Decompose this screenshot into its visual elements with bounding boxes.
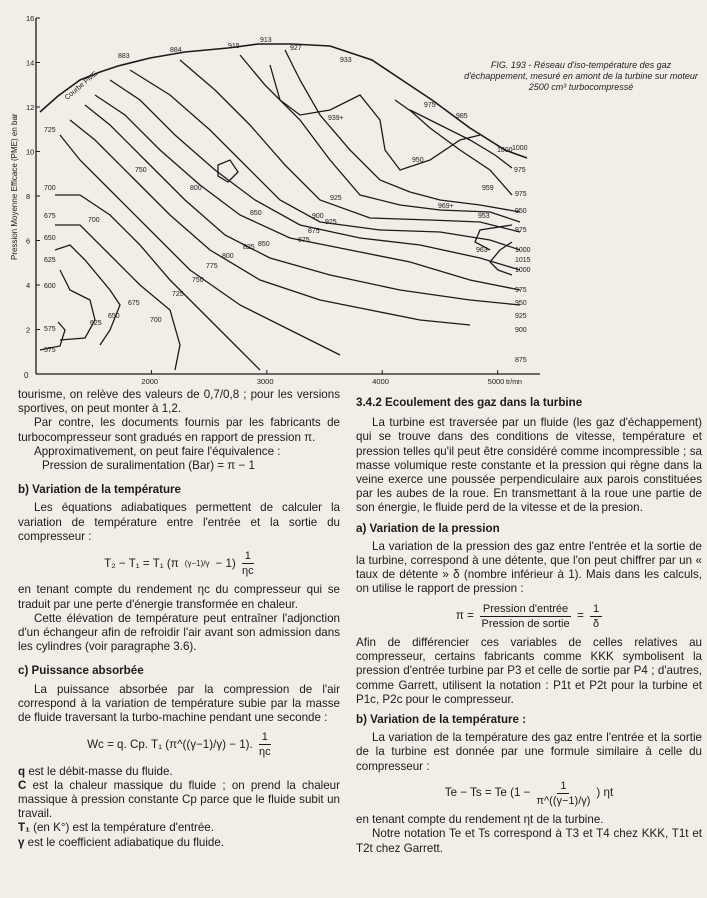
def-t1-symbol: T₁ xyxy=(18,821,30,835)
formula-power-fraction xyxy=(259,730,271,759)
isotherm-label: 875 xyxy=(515,357,527,364)
turbine-fraction xyxy=(536,779,590,808)
def-t1 xyxy=(18,821,340,835)
isotherm-label: 1000 xyxy=(515,247,531,254)
isotherm-label: 975 xyxy=(515,227,527,234)
ratio-fraction xyxy=(480,602,571,631)
left-p6: en tenant compte du rendement ηc du compresseur qui se traduit par une perte d'énergie transformée en chaleur. xyxy=(18,583,340,611)
isotherm-label: 575 xyxy=(44,347,56,354)
y-tick-label: 14 xyxy=(26,58,35,68)
isotherm-725 xyxy=(60,135,340,355)
measurement-point: 963 xyxy=(476,247,488,254)
heading-puissance-absorbee: c) Puissance absorbée xyxy=(18,664,144,678)
isotherm-label: 675 xyxy=(128,300,140,307)
turbine-lhs: Te − Ts = Te (1 − xyxy=(444,786,531,800)
isotherm-label: 625 xyxy=(44,257,56,264)
isotherm-975 xyxy=(395,100,512,195)
isotherm-label: 925 xyxy=(325,219,337,226)
isotherm-950 xyxy=(270,65,480,170)
isotherm-label: 700 xyxy=(44,185,56,192)
formula-fraction xyxy=(242,549,254,578)
left-p1: tourisme, on relève des valeurs de 0,7/0,8 ; pour les versions sportives, on peut monter à 1,2. xyxy=(18,388,340,416)
isotherm-label: 825 xyxy=(243,244,255,251)
isotherm-label: 700 xyxy=(88,217,100,224)
def-gamma-text: est le coefficient adiabatique du fluide. xyxy=(24,835,225,849)
isotherm-label: 800 xyxy=(222,253,234,260)
power-fraction-den: ηc xyxy=(259,746,271,759)
origin-label: 0 xyxy=(24,371,29,380)
def-c-text: est la chaleur massique du fluide ; on prend la chaleur massique à pression constante Cp parce que le fluide subit un travail. xyxy=(18,778,340,821)
axis-labels xyxy=(10,70,522,386)
isotherm-825 xyxy=(110,80,520,270)
x-tick-label: 3000 xyxy=(256,377,274,386)
turbine-den: π^((γ−1)/γ) xyxy=(536,795,591,808)
isotherm-label: 975 xyxy=(424,102,436,109)
right-p6: Notre notation Te et Ts correspond à T3 et T4 chez KKK, T1t et T2t chez Garrett. xyxy=(356,827,702,855)
y-tick-label: 8 xyxy=(26,192,31,201)
right-p1: La turbine est traversée par un fluide (les gaz d'échappement) qui se trouve dans des conditions de vitesse, température et pression telles qu'il peut être considéré comme incompressible ; sa masse volumique reste constante et la pression qui règne dans la veine exerce une poussée perpendiculaire aux parois constituées par les aubes de la roue. En transmettant à la roue une partie de son énergie, le fluide perd de la vitesse et de la presion. xyxy=(356,416,702,515)
isotherm-label: 900 xyxy=(312,213,324,220)
y-tick-label: 10 xyxy=(26,147,35,157)
isotherm-label: 850 xyxy=(258,241,270,248)
isotherm-labels xyxy=(44,37,531,364)
isotherm-label: 725 xyxy=(172,291,184,298)
ratio-equals: = xyxy=(577,609,584,623)
formula-compressor-temp xyxy=(18,549,340,578)
isotherm-label: 985 xyxy=(456,113,468,120)
ratio-num-2: 1 xyxy=(590,602,602,617)
heading-variation-pression: a) Variation de la pression xyxy=(356,521,500,535)
left-p5: Les équations adiabatiques permettent de calculer la variation de température entre l'entrée et la sortie du compresseur : xyxy=(18,501,340,543)
isotherm-label: 725 xyxy=(44,127,56,134)
ratio-den: Pression de sortie xyxy=(481,617,570,630)
y-tick-label: 16 xyxy=(26,14,35,23)
isotherm-label: 875 xyxy=(308,228,320,235)
left-p7: Cette élévation de température peut entraîner l'adjonction d'un échangeur afin de refroidir l'air avant son admission dans les cylindres (voir paragraphe 3.6). xyxy=(18,611,340,654)
left-p2: Par contre, les documents fournis par les fabricants de turbocompresseur sont gradués en rapport de pression π. xyxy=(18,416,340,444)
isotherm-750 xyxy=(70,120,470,325)
right-p3: Afin de différencier ces variables de celles relatives au compresseur, certains fabricants comme KKK symbolisent la pression d'entrée turbine par P3 et celle de sortie par P4 ; d'autres, comme Garrett, utilisent la notation : P1t et P2t pour la turbine et P1c, P2c pour le compresseur. xyxy=(356,636,702,706)
formula-exponent: (γ−1)/γ xyxy=(184,558,210,568)
def-gamma xyxy=(18,836,340,850)
turbine-num: 1 xyxy=(557,779,569,794)
isotherm-label: 1000 xyxy=(497,147,513,154)
isotherm-label: 775 xyxy=(206,263,218,270)
def-q-symbol: q xyxy=(18,764,26,778)
isotherm-label: 950 xyxy=(412,157,424,164)
isotherm-label: 975 xyxy=(514,167,526,174)
right-p2: La variation de la pression des gaz entre l'entrée et la sortie de la turbine, correspond à une détente, que l'on peut chiffrer par un « taux de détente » δ (nombre inférieur à 1). Mais dans les calculs, on utilise le rapport de pression : xyxy=(356,539,702,596)
isotherm-label: 1000 xyxy=(512,145,528,152)
measurement-point: 939+ xyxy=(328,115,344,122)
isotherm-label: 800 xyxy=(190,185,202,192)
isotherm-label: 975 xyxy=(515,191,527,198)
def-c xyxy=(18,779,340,822)
turbine-rhs: ) ηt xyxy=(596,786,614,800)
heading-ecoulement: 3.4.2 Ecoulement des gaz dans la turbine xyxy=(356,396,583,409)
left-p8: La puissance absorbée par la compression de l'air correspond à la variation de température subie par la masse de fluide traversant la turbo-machine pendant une seconde : xyxy=(18,682,340,725)
def-q xyxy=(18,765,340,779)
isotherm-label: 650 xyxy=(44,235,56,242)
def-gamma-symbol: γ xyxy=(18,835,25,849)
isotherm-label: 950 xyxy=(515,208,527,215)
ratio-fraction-2 xyxy=(590,602,602,631)
pme-curve xyxy=(40,44,527,158)
pme-curve-label: Courbe PME xyxy=(63,70,99,102)
x-tick-label: 5000 xyxy=(487,377,505,386)
ratio-lhs: π = xyxy=(455,609,474,623)
x-tick-label: 4000 xyxy=(372,377,389,386)
def-q-text: est le débit-masse du fluide. xyxy=(25,764,173,778)
isotherm-label: 750 xyxy=(135,167,147,174)
isotherm-island xyxy=(218,160,238,182)
isotherm-label: 1000 xyxy=(515,267,531,274)
formula-pressure-ratio xyxy=(356,602,702,631)
isotherm-label: 600 xyxy=(44,283,56,290)
isotherm-label: 900 xyxy=(515,327,527,334)
left-p4: Pression de suralimentation (Bar) = π − 1 xyxy=(42,459,255,473)
formula-lhs: T₂ − T₁ = T₁ (π xyxy=(104,556,179,570)
isotherm-label: 650 xyxy=(108,313,120,320)
isotherm-700 xyxy=(55,195,260,370)
left-p3: Approximativement, on peut faire l'équivalence : xyxy=(34,444,281,458)
def-t1-text: (en K°) est la température d'entrée. xyxy=(29,821,214,835)
fraction-num: 1 xyxy=(242,549,254,564)
heading-variation-temperature: b) Variation de la température xyxy=(18,483,182,497)
power-fraction-num: 1 xyxy=(259,730,271,745)
heading-variation-temperature-turbine: b) Variation de la température : xyxy=(356,713,527,727)
isotherm-label: 575 xyxy=(44,326,56,333)
isotherm-1015 xyxy=(490,242,512,275)
right-p4: La variation de la température des gaz entre l'entrée et la sortie de la turbine est donnée par une formule similaire à celle du compresseur : xyxy=(356,731,702,773)
x-tick-label: 2000 xyxy=(141,377,159,386)
isotherm-label: 700 xyxy=(150,317,162,324)
isotherm-label: 884 xyxy=(170,47,182,54)
x-unit-label: tr/mn xyxy=(506,379,522,386)
x-ticks xyxy=(141,370,504,386)
measurement-point: 959 xyxy=(482,185,494,192)
right-column xyxy=(356,396,702,856)
isotherm-label: 883 xyxy=(118,53,130,60)
y-tick-label: 2 xyxy=(26,325,31,335)
isotherm-label: 950 xyxy=(515,300,527,307)
isotherm-label: 927 xyxy=(290,45,302,52)
y-tick-label: 6 xyxy=(26,236,31,246)
formula-power-body: Wc = q. Cp. T₁ (π^((γ−1)/γ) − 1). xyxy=(87,737,253,751)
isotherm-label: 915 xyxy=(228,43,240,50)
y-axis-label: Pression Moyenne Efficace (PME) en bar xyxy=(10,113,19,260)
formula-rest: − 1) xyxy=(215,556,236,570)
y-ticks xyxy=(26,14,40,335)
isotherm-label: 875 xyxy=(298,237,310,244)
def-c-symbol: C xyxy=(18,778,27,792)
isotherm-label: 925 xyxy=(515,313,527,320)
isotherm-label: 925 xyxy=(330,195,342,202)
right-p5: en tenant compte du rendement ηt de la turbine. xyxy=(356,813,604,827)
isotherm-label: 850 xyxy=(250,210,262,217)
formula-power xyxy=(18,730,340,759)
isotherm-label: 933 xyxy=(340,57,352,64)
isotherm-label: 913 xyxy=(260,37,272,44)
isotherm-label: 975 xyxy=(515,287,527,294)
y-tick-label: 4 xyxy=(26,281,31,290)
isotherm-label: 750 xyxy=(192,277,204,284)
isotherm-label: 625 xyxy=(90,320,102,327)
figure-caption: FIG. 193 - Réseau d'iso-température des gaz d'échappement, mesuré en amont de la turbine sur moteur 2500 cm³ turbocompressé xyxy=(464,60,698,92)
iso-temperature-chart xyxy=(0,0,707,390)
ratio-den-2: δ xyxy=(592,617,600,630)
fraction-den: ηc xyxy=(242,565,254,578)
isotherm-label: 1015 xyxy=(515,257,531,264)
y-tick-label: 12 xyxy=(26,103,35,112)
measurement-point: 953 xyxy=(478,213,490,220)
formula-turbine-temp xyxy=(356,779,702,808)
isotherm-675 xyxy=(55,225,180,370)
measurement-point: 969+ xyxy=(438,203,454,210)
isotherm-label: 675 xyxy=(44,213,56,220)
left-column xyxy=(18,388,340,850)
ratio-num: Pression d'entrée xyxy=(480,602,571,617)
isotherm-800 xyxy=(95,95,520,290)
